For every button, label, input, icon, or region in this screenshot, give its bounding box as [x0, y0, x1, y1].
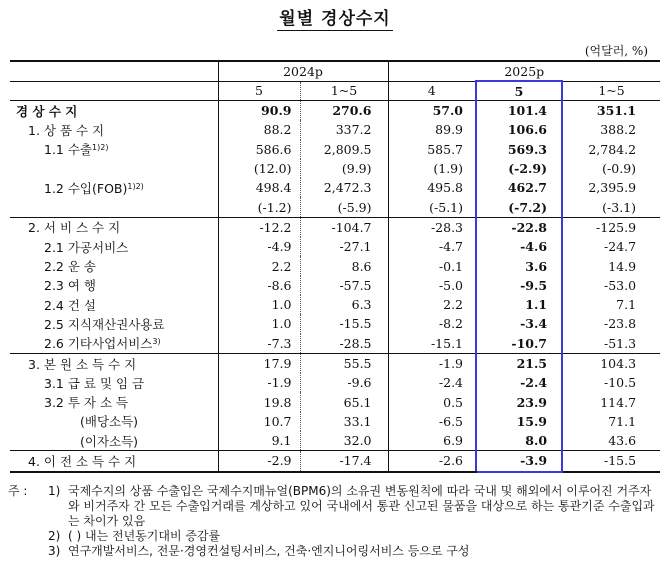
cell-value: 1.0 [218, 314, 300, 333]
cell-value: -125.9 [562, 217, 660, 237]
table-row [10, 217, 660, 237]
cell-value: (12.0) [218, 159, 300, 178]
cell-value: 2,395.9 [588, 180, 637, 196]
cell-value: -57.5 [300, 276, 388, 295]
cell-value: 7.1 [616, 297, 637, 313]
header-sub: 5 [218, 81, 300, 101]
cell-value: (-7.2) [476, 197, 562, 217]
table-row [10, 159, 660, 178]
footnote-lead: 주 : [8, 484, 28, 498]
table-row [10, 120, 660, 139]
cell-value: -6.5 [388, 412, 476, 431]
footnotes [8, 484, 662, 559]
footnote-text: 연구개발서비스, 전문·경영컨설팅서비스, 건축·엔지니어링서비스 등으로 구성 [68, 544, 470, 558]
cell-value: -10.5 [603, 375, 637, 391]
cell-value: (-2.9) [476, 159, 562, 178]
header-sub: 1~5 [300, 81, 388, 101]
cell-value: (-1.2) [218, 197, 300, 217]
unit-label: (억달러, %) [584, 44, 648, 58]
table-row [10, 140, 660, 159]
cell-value: -15.1 [388, 334, 476, 354]
table-row [10, 412, 660, 431]
cell-value: -8.2 [388, 314, 476, 333]
table-row [10, 256, 660, 275]
cell-value: 32.0 [300, 431, 388, 451]
cell-value: -53.0 [603, 277, 637, 293]
row-label: 2.1 가공서비스 [44, 239, 129, 255]
cell-value: (9.9) [300, 159, 388, 178]
cell-value: 90.9 [218, 101, 300, 121]
cell-value: 585.7 [388, 140, 476, 159]
cell-value: -1.9 [388, 353, 476, 373]
cell-value: -15.5 [562, 451, 660, 472]
table-row [10, 431, 660, 451]
cell-value: -1.9 [218, 373, 300, 392]
table-row [10, 276, 660, 295]
cell-value: -2.4 [388, 373, 476, 392]
cell-value: -4.9 [218, 237, 300, 256]
cell-value: 2,472.3 [300, 178, 388, 197]
cell-value: 0.5 [388, 392, 476, 411]
header-2025: 2025p [388, 61, 660, 81]
cell-value: -0.1 [388, 256, 476, 275]
cell-value: -7.3 [218, 334, 300, 354]
page-title: 월별 경상수지 [279, 9, 391, 29]
cell-value: 23.9 [476, 392, 562, 411]
cell-value: -4.7 [388, 237, 476, 256]
row-label: 2.5 지식재산권사용료 [44, 316, 165, 332]
cell-value: -22.8 [476, 217, 562, 237]
table-row [10, 237, 660, 256]
cell-value: -10.7 [476, 334, 562, 354]
cell-value: -51.3 [603, 335, 637, 351]
row-label: 1.2 수입(FOB)$^{1)2)}$ [44, 180, 144, 196]
header-sub: 4 [388, 81, 476, 101]
cell-value: -2.9 [218, 451, 300, 472]
row-label: 1. 상 품 수 지 [28, 122, 105, 138]
row-label [10, 197, 218, 217]
cell-value: (-3.1) [602, 199, 637, 215]
cell-value: -5.0 [388, 276, 476, 295]
footnote-number: 1) [48, 484, 61, 498]
cell-value: 19.8 [218, 392, 300, 411]
row-label: 2.2 운 송 [44, 259, 96, 275]
table-row [10, 353, 660, 373]
cell-value: 15.9 [476, 412, 562, 431]
cell-value: -12.2 [218, 217, 300, 237]
footnote-marker: 3) [152, 337, 161, 347]
cell-value: 57.0 [388, 101, 476, 121]
cell-value: -27.1 [300, 237, 388, 256]
cell-value: -28.3 [388, 217, 476, 237]
header-sub: 5 [476, 81, 562, 101]
cell-value: 1.1 [476, 295, 562, 314]
table-row [10, 373, 660, 392]
cell-value: 462.7 [476, 178, 562, 197]
cell-value: 106.6 [476, 120, 562, 139]
row-label: (이자소득) [80, 433, 139, 449]
cell-value: 17.9 [218, 353, 300, 373]
cell-value: 337.2 [300, 120, 388, 139]
cell-value: -24.7 [603, 239, 637, 255]
cell-value: 586.6 [218, 140, 300, 159]
footnote-text: ( ) 내는 전년동기대비 증감률 [68, 529, 221, 543]
row-label: 경 상 수 지 [16, 103, 78, 119]
cell-value: -2.4 [476, 373, 562, 392]
cell-value: (-5.9) [300, 197, 388, 217]
cell-value: 65.1 [300, 392, 388, 411]
cell-value: 101.4 [476, 101, 562, 121]
table-row [10, 334, 660, 354]
cell-value: (-0.9) [602, 161, 637, 177]
cell-value: 2,809.5 [300, 140, 388, 159]
cell-value: -2.6 [388, 451, 476, 472]
cell-value: -15.5 [300, 314, 388, 333]
row-label: 3. 본 원 소 득 수 지 [10, 353, 218, 373]
row-label: 2. 서 비 스 수 지 [10, 217, 218, 237]
cell-value: 21.5 [476, 353, 562, 373]
cell-value: -4.6 [476, 237, 562, 256]
cell-value: (-5.1) [388, 197, 476, 217]
cell-value: -23.8 [603, 316, 637, 332]
cell-value: -104.7 [300, 217, 388, 237]
cell-value: 6.3 [300, 295, 388, 314]
footnote-text: 국제수지의 상품 수출입은 국제수지매뉴얼(BPM6)의 소유권 변동원칙에 따라 국내 및 해외에서 이루어진 거주자와 비거주자 간 모든 수출입거래를 계상하고 있어 국내에서 통관 신고된 물품을 대상으로 하는 통관기준 수출입과는 차이가 있음 [68, 484, 655, 528]
cell-value: 351.1 [596, 103, 637, 119]
cell-value: 3.6 [476, 256, 562, 275]
cell-value: 270.6 [300, 101, 388, 121]
cell-value: 498.4 [218, 178, 300, 197]
cell-value: 71.1 [608, 413, 637, 429]
cell-value: -17.4 [300, 451, 388, 472]
cell-value: 569.3 [476, 140, 562, 159]
table-row [10, 392, 660, 411]
table-row [10, 178, 660, 197]
table-row [10, 295, 660, 314]
row-label: (배당소득) [80, 414, 139, 430]
footnote-marker: 1)2) [92, 143, 109, 153]
row-label [10, 159, 218, 178]
row-label: 2.6 기타사업서비스$^{3)}$ [44, 336, 161, 352]
cell-value: 104.3 [562, 353, 660, 373]
cell-value: 1.0 [218, 295, 300, 314]
cell-value: 55.5 [300, 353, 388, 373]
cell-value: 2.2 [388, 295, 476, 314]
cell-value: 388.2 [600, 122, 637, 138]
cell-value: 89.9 [388, 120, 476, 139]
cell-value: 43.6 [608, 433, 637, 449]
cell-value: 33.1 [300, 412, 388, 431]
cell-value: 114.7 [600, 394, 637, 410]
cell-value: 9.1 [218, 431, 300, 451]
row-label: 2.3 여 행 [44, 278, 96, 294]
footnote-number: 2) [48, 529, 61, 543]
cell-value: 2.2 [218, 256, 300, 275]
table-row [10, 314, 660, 333]
row-label: 3.2 투 자 소 득 [44, 395, 129, 411]
cell-value: 8.0 [476, 431, 562, 451]
cell-value: -8.6 [218, 276, 300, 295]
row-label: 4. 이 전 소 득 수 지 [10, 451, 218, 472]
cell-value: 14.9 [608, 258, 637, 274]
cell-value: -3.4 [476, 314, 562, 333]
cell-value: (1.9) [388, 159, 476, 178]
table-row [10, 101, 660, 121]
header-2024: 2024p [218, 61, 388, 81]
row-label: 3.1 급 료 및 임 금 [44, 375, 145, 391]
table-row [10, 197, 660, 217]
row-label: 2.4 건 설 [44, 297, 96, 313]
header-sub: 1~5 [562, 81, 660, 101]
table-row [10, 451, 660, 472]
cell-value: 495.8 [388, 178, 476, 197]
row-label: 1.1 수출$^{1)2)}$ [44, 142, 109, 158]
footnote-number: 3) [48, 544, 61, 558]
cell-value: -9.5 [476, 276, 562, 295]
cell-value: -3.9 [476, 451, 562, 472]
cell-value: 8.6 [300, 256, 388, 275]
cell-value: -28.5 [300, 334, 388, 354]
cell-value: 2,784.2 [588, 141, 637, 157]
cell-value: 10.7 [218, 412, 300, 431]
footnote-marker: 1)2) [127, 181, 144, 191]
cell-value: -9.6 [300, 373, 388, 392]
current-account-table [10, 60, 660, 473]
cell-value: 6.9 [388, 431, 476, 451]
cell-value: 88.2 [218, 120, 300, 139]
